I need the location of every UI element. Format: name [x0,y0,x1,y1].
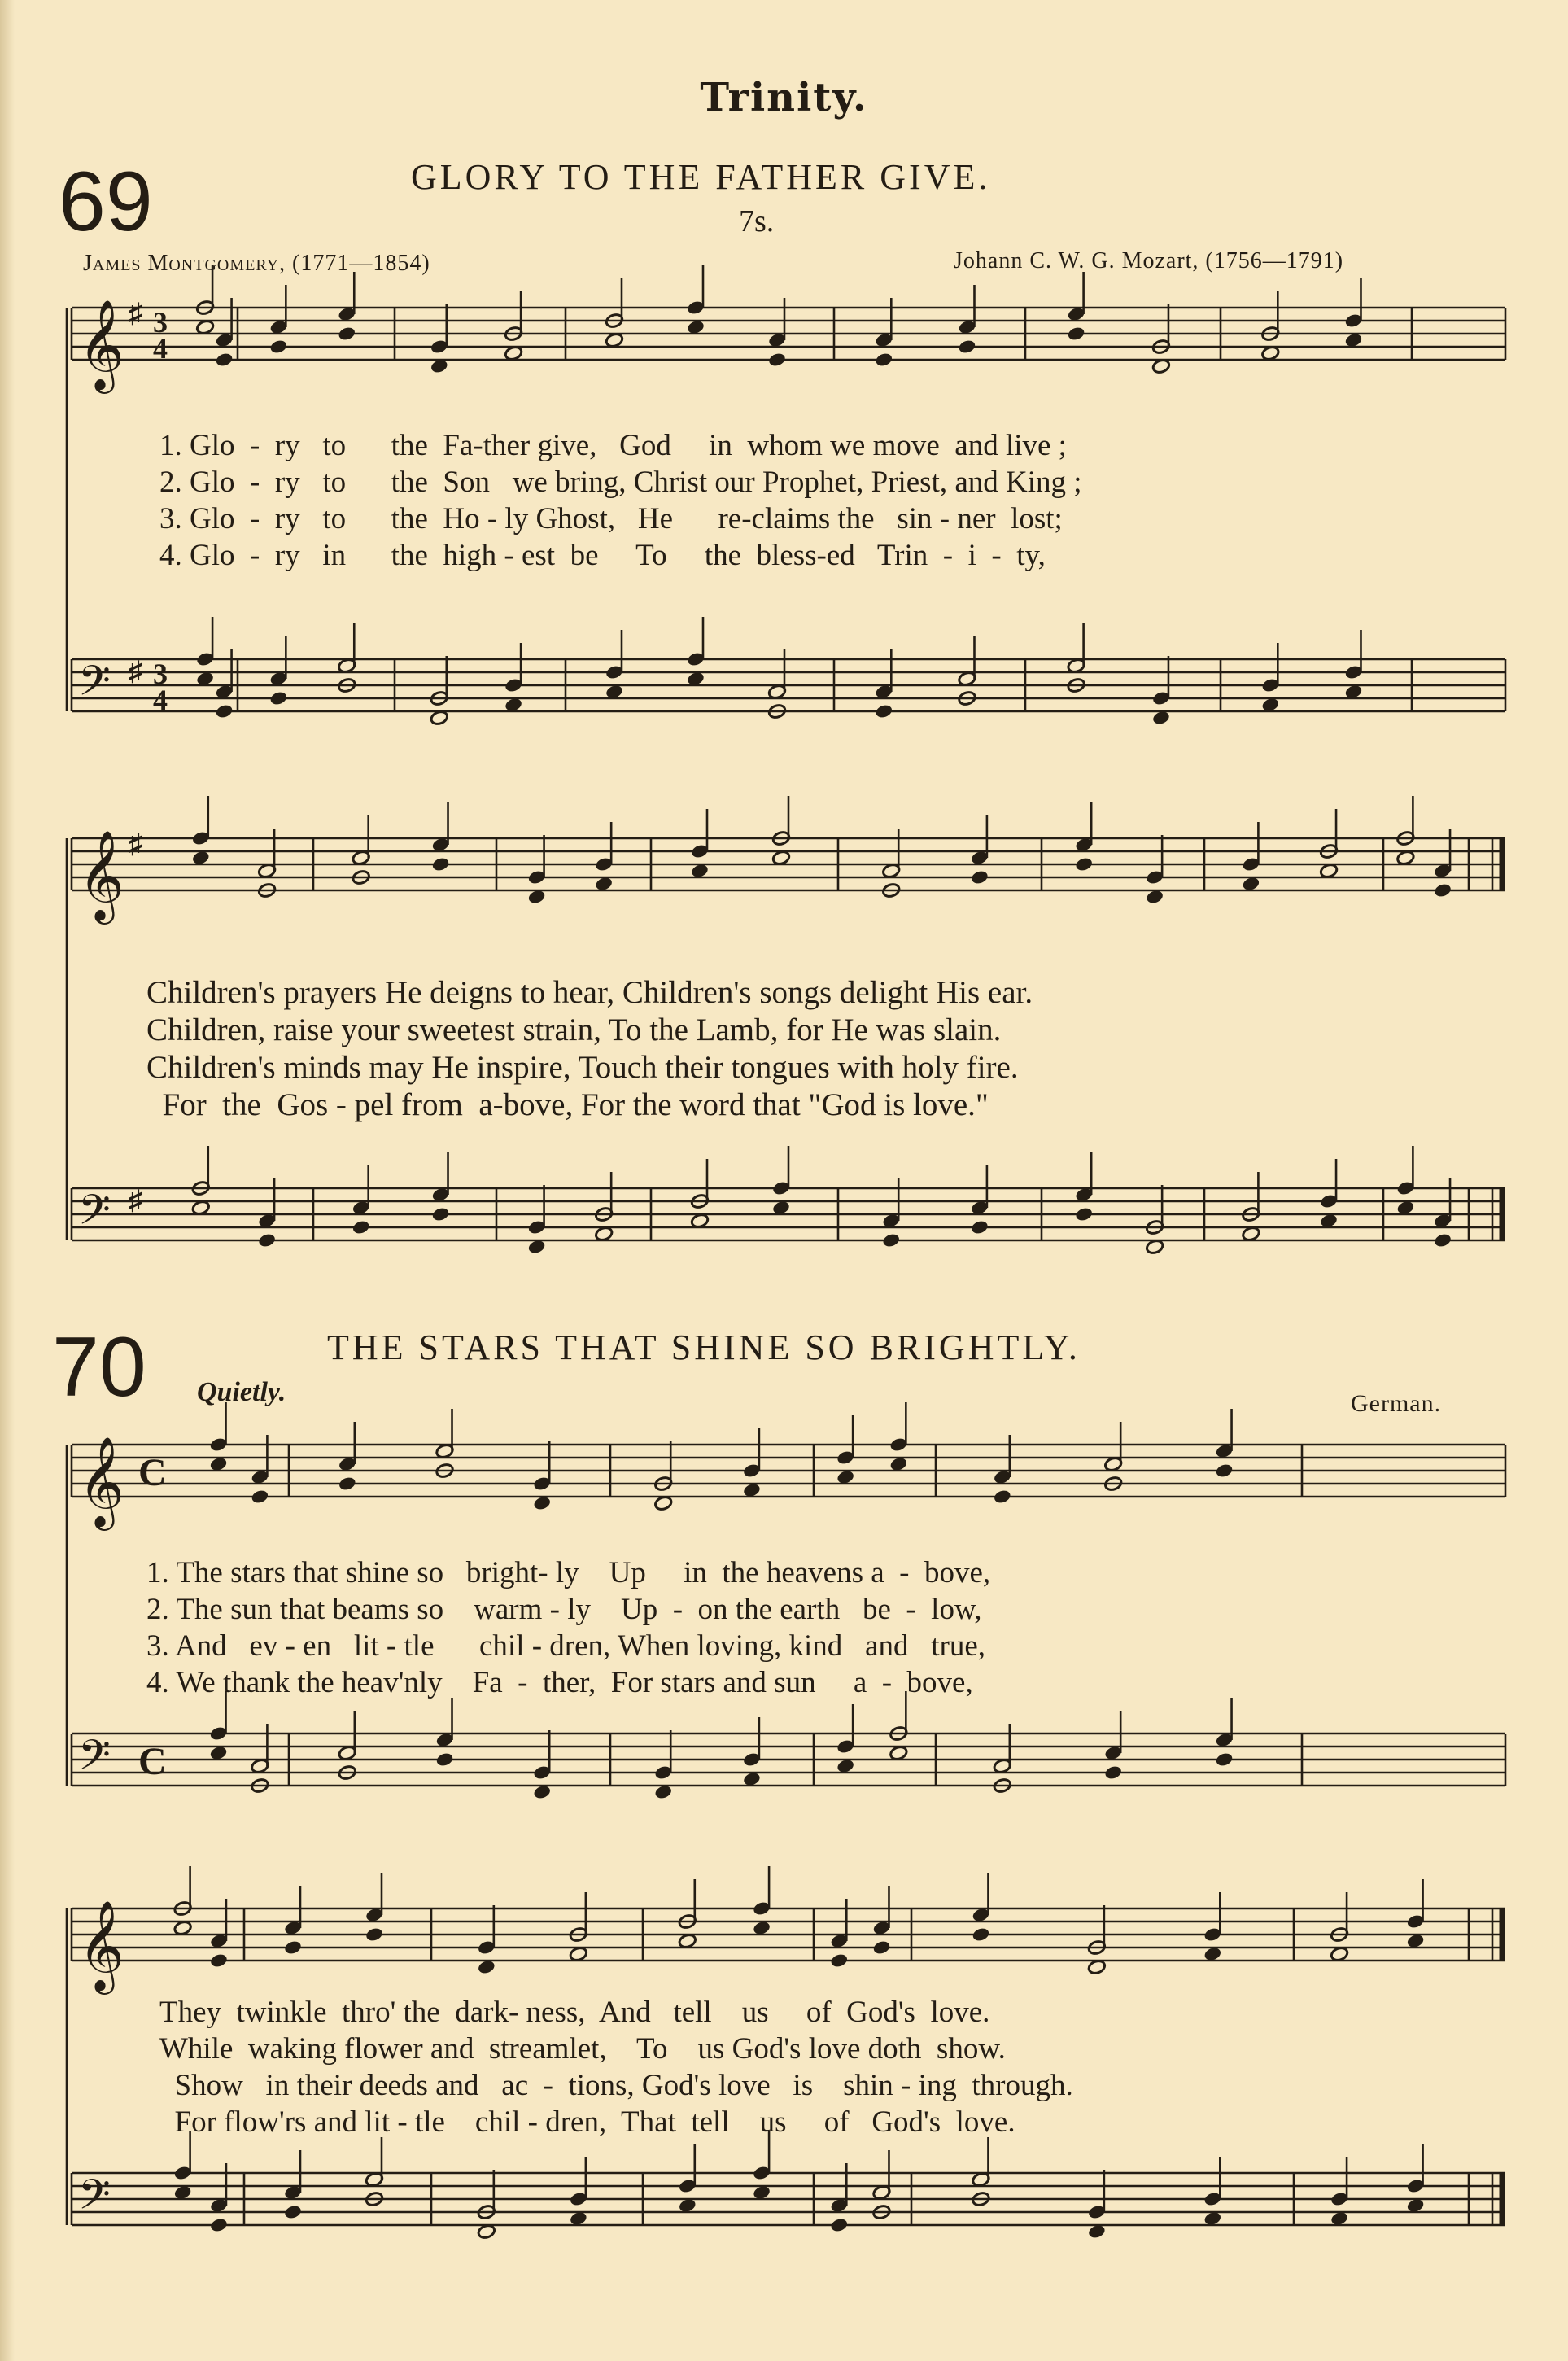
quarter-note [269,339,289,355]
quarter-note [875,703,894,719]
verse-line: 2. The sun that beams so warm - ly Up - on the earth be - low, [146,1593,982,1626]
quarter-note [283,1939,303,1956]
time-signature: C [138,1451,167,1494]
verse-line: 2. Glo - ry to the Son we bring, Christ our Prophet, Priest, and King ; [159,466,1082,499]
quarter-note [435,1751,455,1768]
quarter-note [958,339,977,355]
staves [67,265,1505,2240]
hymn-title-70: THE STARS THAT SHINE SO BRIGHTLY. [327,1327,1081,1367]
quarter-note [1433,882,1452,898]
quarter-note [209,1952,229,1969]
quarter-note [972,1926,991,1943]
verse-line: While waking flower and streamlet, To us God's love doth show. [159,2032,1006,2066]
verse-line: 4. We thank the heav'nly Fa - ther, For stars and sun a - bove, [146,1666,973,1699]
quarter-note [1103,1764,1123,1781]
quarter-note [269,690,289,706]
key-sharp-icon: ♯ [129,299,142,329]
quarter-note [431,1206,451,1222]
verse-line: Children, raise your sweetest strain, To the Lamb, for He was slain. [146,1012,1002,1047]
key-sharp-icon: ♯ [129,1186,142,1216]
section-heading: Trinity. [700,75,868,120]
quarter-note [872,1939,892,1956]
quarter-note [209,2217,229,2233]
verse-line: Children's minds may He inspire, Touch their tongues with holy fire. [146,1050,1019,1085]
quarter-note [352,1219,371,1235]
time-signature: C [138,1740,167,1783]
quarter-note [1215,1463,1234,1479]
key-sharp-icon: ♯ [129,829,142,859]
quarter-note [283,2204,303,2220]
verse-line: 4. Glo - ry in the high - est be To the bless-ed Trin - i - ty, [159,539,1046,572]
treble-clef-icon: 𝄞 [78,299,124,390]
verse-line: Show in their deeds and ac - tions, God's love is shin - ing through. [159,2069,1073,2102]
quarter-note [767,352,787,368]
verse-line: They twinkle thro' the dark- ness, And tell us of God's love. [159,1996,990,2029]
hymn-meter-69: 7s. [739,204,775,238]
verse-line: 1. The stars that shine so bright- ly Up in the heavens a - bove, [146,1556,991,1589]
quarter-note [993,1489,1012,1505]
tempo-marking: Quietly. [197,1377,286,1407]
verse-line: For flow'rs and lit - tle chil - dren, That tell us of God's love. [159,2105,1015,2139]
quarter-note [1215,1751,1234,1768]
treble-clef-icon: 𝄞 [78,1900,124,1991]
treble-clef-icon: 𝄞 [78,1436,124,1527]
quarter-note [1067,326,1086,342]
quarter-note [215,703,234,719]
quarter-note [830,1952,850,1969]
hymn-composer-70: German. [1351,1390,1442,1417]
verse-line: 3. And ev - en lit - tle chil - dren, When loving, kind and true, [146,1629,985,1663]
bass-clef-icon: 𝄢 [78,1730,111,1790]
verse-line: 1. Glo - ry to the Fa-ther give, God in whom we move and live ; [159,429,1067,462]
verse-line: 3. Glo - ry to the Ho - ly Ghost, He re-claims the sin - ner lost; [159,502,1063,536]
hymn-number-70: 70 [52,1320,146,1414]
bass-clef-icon: 𝄢 [78,2170,111,2229]
quarter-note [365,1926,384,1943]
time-signature-bottom: 4 [153,332,168,365]
quarter-note [830,2217,850,2233]
hymn-number-69: 69 [59,155,153,249]
quarter-note [970,869,989,885]
key-sharp-icon: ♯ [129,657,142,687]
hymn-author-69: James Montgomery, (1771—1854) [83,251,430,276]
quarter-note [215,352,234,368]
quarter-note [970,1219,989,1235]
quarter-note [251,1489,270,1505]
time-signature-top: 3 [153,658,168,690]
time-signature-top: 3 [153,306,168,339]
quarter-note [1074,856,1094,872]
quarter-note [881,1232,901,1248]
quarter-note [1433,1232,1452,1248]
bass-clef-icon: 𝄢 [78,656,111,715]
hymn-title-69: GLORY TO THE FATHER GIVE. [411,157,991,197]
verse-line: For the Gos - pel from a-bove, For the word that "God is love." [146,1087,989,1122]
quarter-note [337,326,356,342]
quarter-note [875,352,894,368]
quarter-note [431,856,451,872]
verse-line: Children's prayers He deigns to hear, Children's songs delight His ear. [146,975,1033,1010]
quarter-note [257,1232,277,1248]
hymn-composer-69: Johann C. W. G. Mozart, (1756—1791) [954,248,1344,273]
quarter-note [1074,1206,1094,1222]
time-signature-bottom: 4 [153,684,168,716]
treble-clef-icon: 𝄞 [78,829,124,920]
bass-clef-icon: 𝄢 [78,1185,111,1244]
quarter-note [338,1476,357,1492]
